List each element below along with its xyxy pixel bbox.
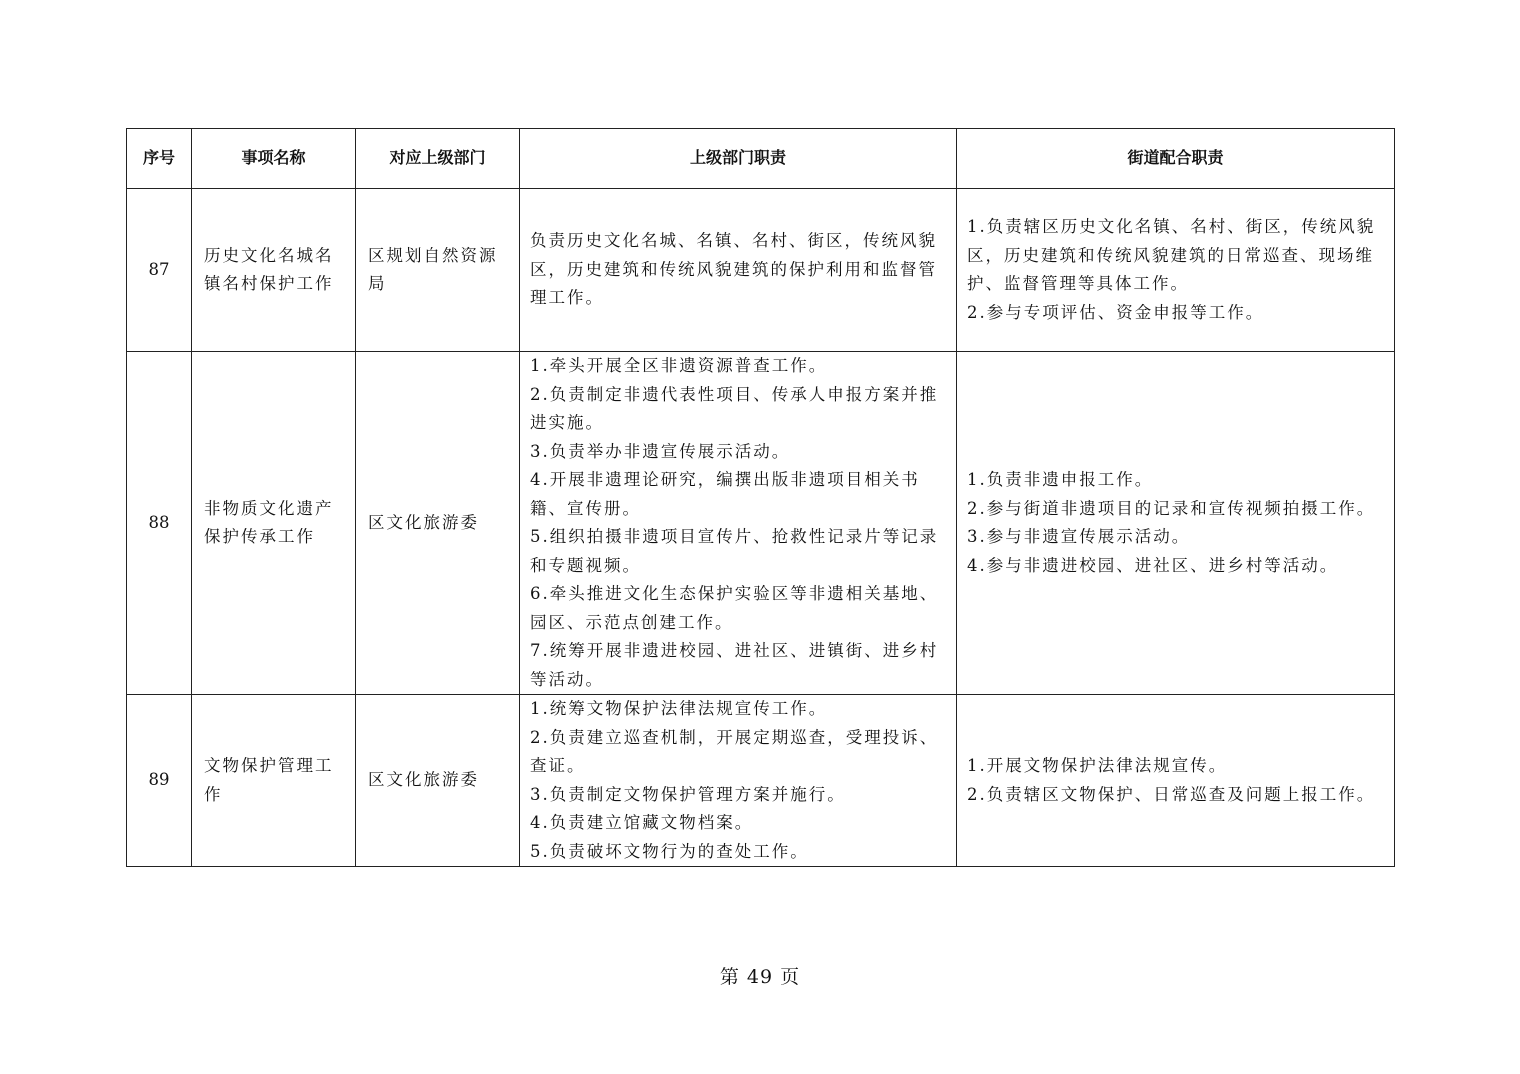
row-number: 87 <box>127 189 192 352</box>
duty-table <box>126 128 1395 867</box>
table-row <box>127 352 1395 695</box>
duty-line: 3.负责制定文物保护管理方案并施行。 <box>530 784 846 804</box>
duty-line: 7.统筹开展非遗进校园、进社区、进镇街、进乡村等活动。 <box>530 641 939 689</box>
duty-line: 2.负责建立巡查机制，开展定期巡查，受理投诉、查证。 <box>530 727 939 775</box>
row-department: 区文化旅游委 <box>356 695 520 867</box>
table-header-row <box>127 129 1395 189</box>
table-row <box>127 695 1395 867</box>
header-number: 序号 <box>127 129 192 189</box>
duty-line: 1.牵头开展全区非遗资源普查工作。 <box>530 356 828 375</box>
duty-line: 4.开展非遗理论研究，编撰出版非遗项目相关书籍、宣传册。 <box>530 470 920 518</box>
header-street-duties: 街道配合职责 <box>957 129 1395 189</box>
row-department: 区规划自然资源局 <box>356 189 520 352</box>
row-street-duties <box>957 189 1395 352</box>
row-street-duties <box>957 695 1395 867</box>
duty-line: 4.负责建立馆藏文物档案。 <box>530 813 754 832</box>
row-street-duties <box>957 352 1395 695</box>
duty-line: 3.参与非遗宣传展示活动。 <box>967 527 1191 546</box>
duty-line: 1.负责非遗申报工作。 <box>967 470 1154 489</box>
duty-line: 1.负责辖区历史文化名镇、名村、街区，传统风貌区，历史建筑和传统风貌建筑的日常巡查、现场维护、监督管理等具体工作。 <box>967 217 1376 293</box>
row-item-name: 历史文化名城名镇名村保护工作 <box>192 189 356 352</box>
duty-line: 1.开展文物保护法律法规宣传。 <box>967 756 1228 775</box>
duty-line: 6.牵头推进文化生态保护实验区等非遗相关基地、园区、示范点创建工作。 <box>530 584 939 632</box>
duty-line: 负责历史文化名城、名镇、名村、街区，传统风貌区，历史建筑和传统风貌建筑的保护利用和监督管理工作。 <box>530 231 937 308</box>
row-upper-duties <box>520 695 957 867</box>
row-upper-duties <box>520 352 957 695</box>
duty-line: 1.统筹文物保护法律法规宣传工作。 <box>530 699 828 718</box>
table-row <box>127 189 1395 352</box>
row-upper-duties <box>520 189 957 352</box>
header-upper-duties: 上级部门职责 <box>520 129 957 189</box>
header-item-name: 事项名称 <box>192 129 356 189</box>
duty-line: 3.负责举办非遗宣传展示活动。 <box>530 441 791 461</box>
row-item-name: 文物保护管理工作 <box>192 695 356 867</box>
row-number: 89 <box>127 695 192 867</box>
duty-line: 4.参与非遗进校园、进社区、进乡村等活动。 <box>967 555 1339 575</box>
header-upper-department: 对应上级部门 <box>356 129 520 189</box>
duty-line: 5.组织拍摄非遗项目宣传片、抢救性记录片等记录和专题视频。 <box>530 527 939 575</box>
duty-line: 2.参与专项评估、资金申报等工作。 <box>967 302 1265 322</box>
duty-line: 5.负责破坏文物行为的查处工作。 <box>530 841 809 861</box>
duty-line: 2.负责制定非遗代表性项目、传承人申报方案并推进实施。 <box>530 384 939 432</box>
duty-line: 2.参与街道非遗项目的记录和宣传视频拍摄工作。 <box>967 498 1376 518</box>
row-item-name: 非物质文化遗产保护传承工作 <box>192 352 356 695</box>
row-department: 区文化旅游委 <box>356 352 520 695</box>
duty-line: 2.负责辖区文物保护、日常巡查及问题上报工作。 <box>967 784 1376 804</box>
page-number: 第 49 页 <box>719 966 801 988</box>
row-number: 88 <box>127 352 192 695</box>
